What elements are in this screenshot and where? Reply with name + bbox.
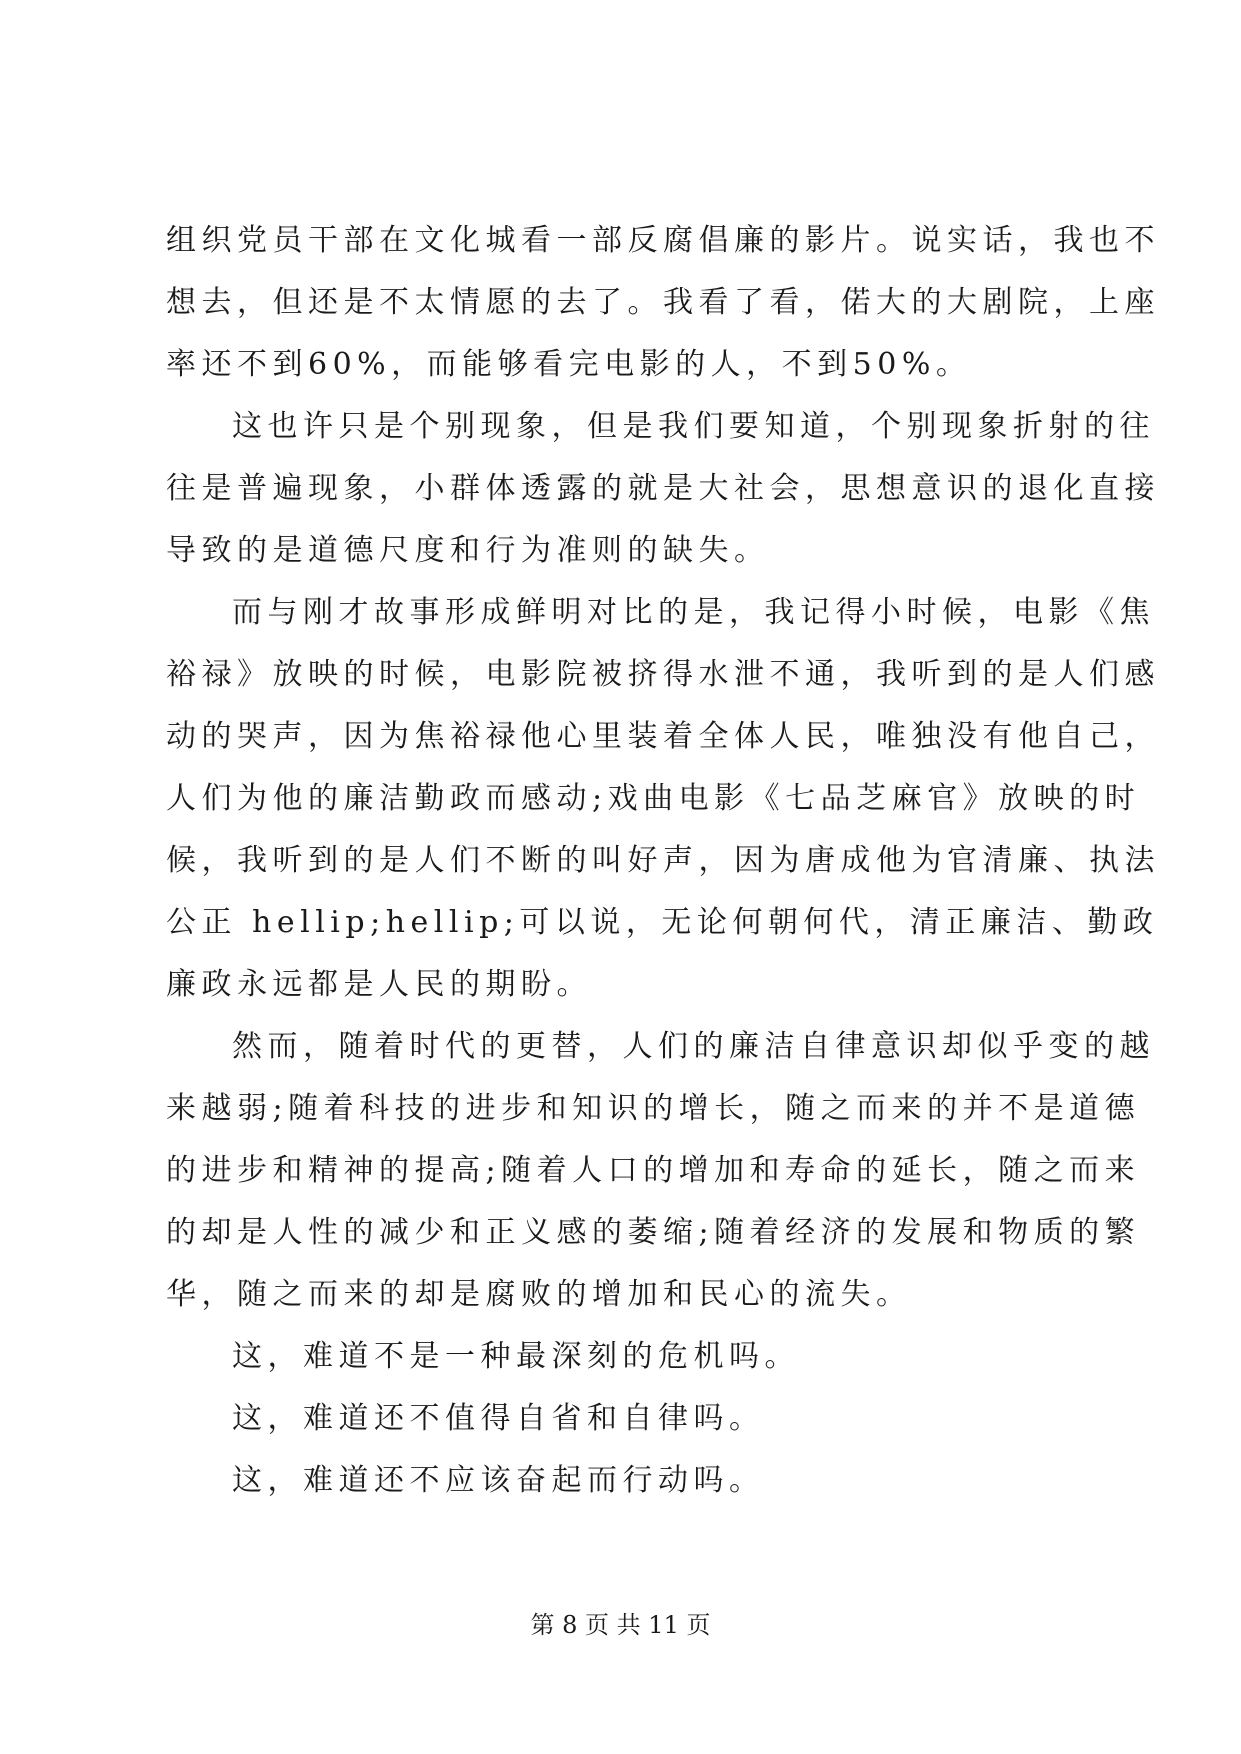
page-number-footer: 第 8 页 共 11 页 [530,1611,711,1639]
paragraph-first-line: 这，难道不是一种最深刻的危机吗。 [232,1339,800,1374]
text-line: 动的哭声，因为焦裕禄他心里装着全体人民，唯独没有他自己， [166,719,1160,754]
text-line: 华，随之而来的却是腐败的增加和民心的流失。 [166,1277,912,1312]
text-line: 往是普遍现象，小群体透露的就是大社会，思想意识的退化直接 [166,471,1160,506]
text-line: 公正 hellip;hellip;可以说，无论何朝何代，清正廉洁、勤政 [166,905,1159,940]
text-line: 廉政永远都是人民的期盼。 [166,967,592,1002]
paragraph-first-line: 这，难道还不应该奋起而行动吗。 [232,1463,765,1498]
paragraph-first-line: 然而，随着时代的更替，人们的廉洁自律意识却似乎变的越 [232,1029,1155,1064]
text-line: 候，我听到的是人们不断的叫好声，因为唐成他为官清廉、执法 [166,843,1160,878]
text-line: 来越弱;随着科技的进步和知识的增长，随之而来的并不是道德 [166,1091,1141,1126]
paragraph-first-line: 而与刚才故事形成鲜明对比的是，我记得小时候，电影《焦 [232,595,1155,630]
body-text [166,223,1160,1528]
text-line: 率还不到60%，而能够看完电影的人，不到50%。 [166,347,972,382]
text-line: 的进步和精神的提高;随着人口的增加和寿命的延长，随之而来 [166,1153,1141,1188]
paragraph-first-line: 这，难道还不值得自省和自律吗。 [232,1401,765,1436]
text-line: 裕禄》放映的时候，电影院被挤得水泄不通，我听到的是人们感 [166,657,1160,692]
text-line: 导致的是道德尺度和行为准则的缺失。 [166,533,770,568]
text-line: 的却是人性的减少和正义感的萎缩;随着经济的发展和物质的繁 [166,1215,1141,1250]
text-line: 想去，但还是不太情愿的去了。我看了看，偌大的大剧院，上座 [166,285,1160,320]
text-line: 人们为他的廉洁勤政而感动;戏曲电影《七品芝麻官》放映的时 [166,781,1141,816]
paragraph-first-line: 这也许只是个别现象，但是我们要知道，个别现象折射的往 [232,409,1155,444]
text-line: 组织党员干部在文化城看一部反腐倡廉的影片。说实话，我也不 [166,223,1160,258]
